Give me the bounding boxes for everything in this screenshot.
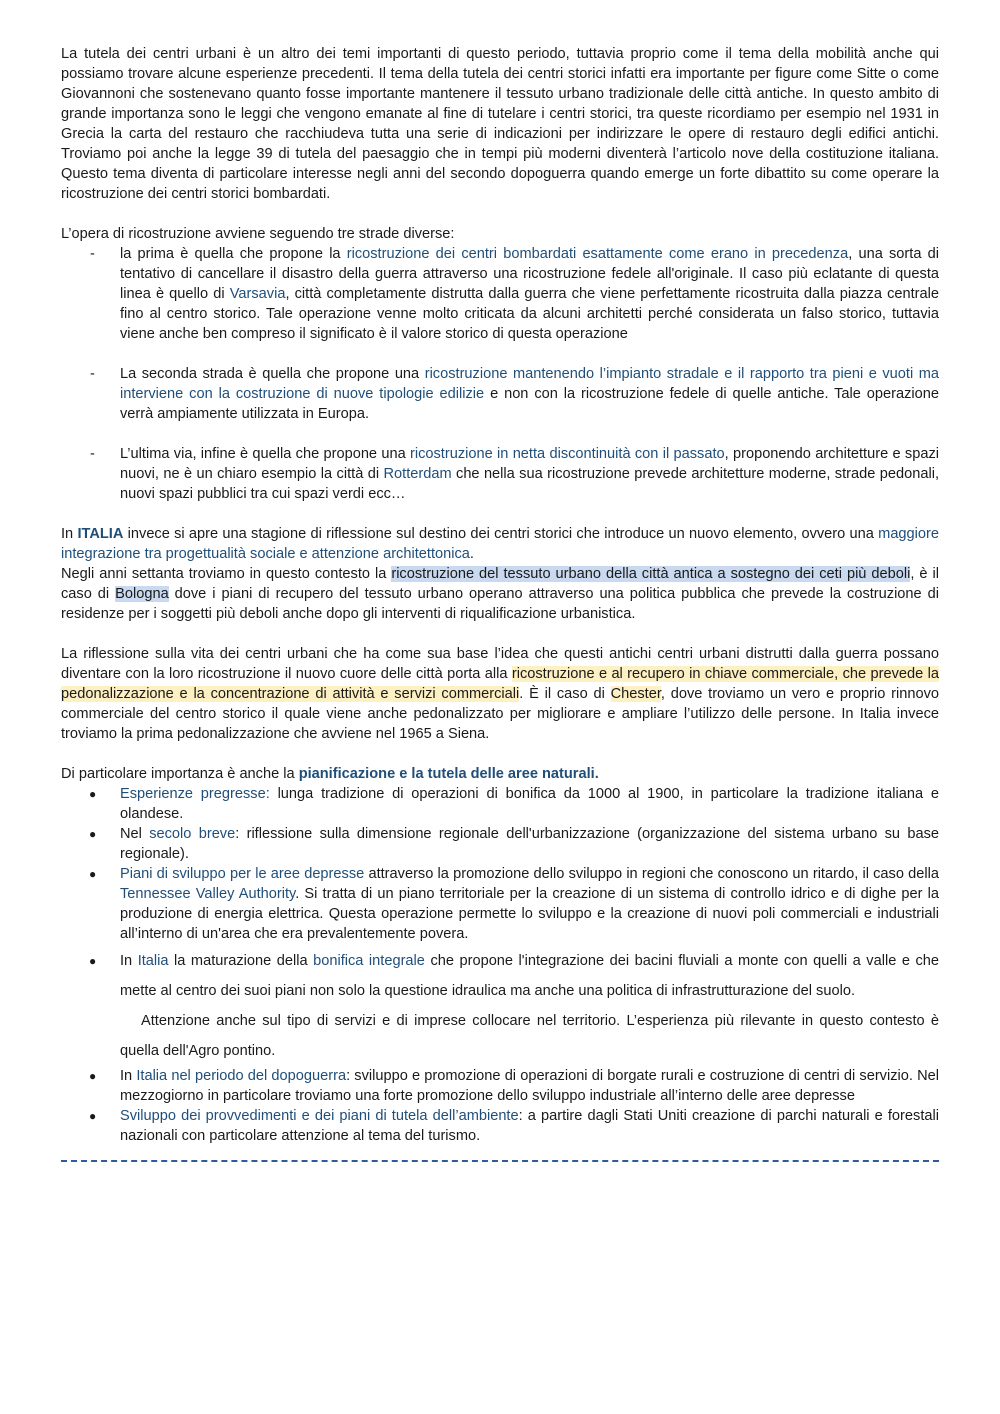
highlighted-text: Chester <box>610 686 661 702</box>
list-item: ● In Italia la maturazione della bonifica integrale che propone l'integrazione dei bacini fluviali a monte con quelli a valle e che mette al centro dei suoi piani non solo la questione idraulica ma anche una politica di infrastrutturazione del suolo. Attenzione anche sul tipo di servizi e di imprese collocare nel territorio. L’esperienza più rilevante in questo contesto è quella dell'Agro pontino. <box>61 946 939 1066</box>
term: Piani di sviluppo per le aree depresse <box>120 866 365 882</box>
paragraph-pianificazione: Di particolare importanza è anche la pianificazione e la tutela delle aree naturali. <box>61 766 599 782</box>
list-item: ● Esperienze pregresse: lunga tradizione di operazioni di bonifica da 1000 al 1900, in particolare la tradizione italiana e olandese. <box>89 786 939 822</box>
paragraph-ricostruzione-intro: L’opera di ricostruzione avviene seguendo tre strade diverse: <box>61 226 455 242</box>
bullet-marker: ● <box>89 1069 97 1083</box>
bullet-marker: ● <box>89 954 97 968</box>
term: maggiore integrazione tra progettualità sociale e attenzione architettonica <box>61 526 939 562</box>
dash-marker: - <box>90 366 95 382</box>
paragraph-bologna: Negli anni settanta troviamo in questo contesto la ricostruzione del tessuto urbano della città antica a sostegno dei ceti più deboli, è il caso di Bologna dove i piani di recupero del tessuto urbano operano attraverso una politica pubblica che prevede la costruzione di residenze per i soggetti più deboli anche dopo gli interventi di riqualificazione urbanistica. <box>61 566 940 622</box>
document-page <box>61 44 939 1162</box>
term: Italia nel periodo del dopoguerra <box>136 1068 347 1084</box>
list-item: - la prima è quella che propone la ricostruzione dei centri bombardati esattamente come erano in precedenza, una sorta di tentativo di cancellare il disastro della guerra attraverso una ricostruzione fedele all'originale. Il caso più eclatante di questa linea è quello di Varsavia, città completamente distrutta dalla guerra che viene perfettamente ricostruita dalla piazza centrale fino al centro storico. Tale operazione venne molto criticata da alcuni architetti perché considerata un falso storico, tuttavia viene anche ben compreso il significato è il valore storico di questa operazione <box>90 246 940 342</box>
highlighted-text: ricostruzione del tessuto urbano della città antica a sostegno dei ceti più deboli <box>391 566 911 582</box>
term: Esperienze pregresse: <box>120 786 270 802</box>
list-item: - L’ultima via, infine è quella che propone una ricostruzione in netta discontinuità con il passato, proponendo architetture e spazi nuovi, ne è un chiaro esempio la città di Rotterdam che nella sua ricostruzione prevede architetture moderne, strade pedonali, nuovi spazi pubblici tra cui spazi verdi ecc… <box>90 446 939 502</box>
list-item: - La seconda strada è quella che propone una ricostruzione mantenendo l’impianto stradale e il rapporto tra pieni e vuoti ma interviene con la costruzione di nuove tipologie edilizie e non con la ricostruzione fedele di quelle antiche. Tale operazione verrà ampiamente utilizzata in Europa. <box>90 366 940 422</box>
dashed-divider <box>61 1160 939 1162</box>
bullet-marker: ● <box>89 867 97 881</box>
term: Varsavia <box>229 286 286 302</box>
list-item-continuation: Attenzione anche sul tipo di servizi e di imprese collocare nel territorio. L’esperienza più rilevante in questo contesto è quella dell'Agro pontino. <box>120 1013 939 1059</box>
term: ITALIA <box>77 526 124 542</box>
bullet-marker: ● <box>89 1109 97 1123</box>
term: ricostruzione mantenendo l’impianto stradale e il rapporto tra pieni e vuoti ma interviene con la costruzione di nuove tipologie edilizie <box>120 366 939 402</box>
term: bonifica integrale <box>313 953 425 969</box>
highlighted-text: ricostruzione e al recupero in chiave commerciale, che prevede la pedonalizzazione e la concentrazione di attività e servizi commerciali <box>61 666 939 702</box>
paragraph-chester: La riflessione sulla vita dei centri urbani che ha come sua base l’idea che questi antichi centri urbani distrutti dalla guerra possano diventare con la loro ricostruzione il nuovo cuore delle città porta alla ricostruzione e al recupero in chiave commerciale, che prevede la pedonalizzazione e la concentrazione di attività e servizi commerciali. È il caso di Chester, dove troviamo un vero e proprio rinnovo commerciale del centro storico il quale viene anche pedonalizzato per migliorare e ampliare l’utilizzo delle persone. In Italia invece troviamo la prima pedonalizzazione che avviene nel 1965 a Siena. <box>61 646 939 742</box>
term: secolo breve <box>149 826 236 842</box>
bullet-marker: ● <box>89 787 97 801</box>
bullet-list <box>61 784 939 1146</box>
list-item: ● Sviluppo dei provvedimenti e dei piani di tutela dell’ambiente: a partire dagli Stati Uniti creazione di parchi naturali e forestali nazionali con particolare attenzione al tema del turismo. <box>89 1108 939 1144</box>
list-item: ● Piani di sviluppo per le aree depresse attraverso la promozione dello sviluppo in regioni che conoscono un ritardo, il caso della Tennessee Valley Authority. Si tratta di un piano territoriale per la creazione di un sistema di controllo idrico e di dighe per la produzione di energia elettrica. Questa operazione permette lo sviluppo e la creazione di nuovi poli commerciali e industriali all’interno di un'area che era prevalentemente povera. <box>89 866 939 942</box>
paragraph-intro: La tutela dei centri urbani è un altro dei temi importanti di questo periodo, tuttavia proprio come il tema della mobilità anche qui possiamo trovare alcune esperienze precedenti. Il tema della tutela dei centri storici infatti era importante per figure come Sitte o come Giovannoni che sostenevano quanto fosse importante mantenere il tessuto urbano tradizionale delle città antiche. In questo ambito di grande importanza sono le leggi che vengono emanate al fine di tutelare i centri storici, tra queste ricordiamo per esempio nel 1931 in Grecia la carta del restauro che racchiudeva tutta una serie di indicazioni per indirizzare le opere di restauro degli edifici antichi. Troviamo poi anche la legge 39 di tutela del paesaggio che in tempi più moderni diventerà l’articolo nove della costituzione italiana. Questo tema diventa di particolare interesse negli anni del secondo dopoguerra quando emerge un forte dibattito su come operare la ricostruzione dei centri storici bombardati. <box>61 46 939 202</box>
term: Italia <box>137 953 169 969</box>
list-item: ● In Italia nel periodo del dopoguerra: sviluppo e promozione di operazioni di borgate rurali e costruzione di centri di servizio. Nel mezzogiorno in particolare troviamo una forte promozione dello sviluppo industriale all’interno delle aree depresse <box>89 1068 939 1104</box>
term: Sviluppo dei provvedimenti e dei piani di tutela dell’ambiente <box>120 1108 519 1124</box>
bullet-marker: ● <box>89 827 97 841</box>
term: ricostruzione dei centri bombardati esattamente come erano in precedenza <box>346 246 849 262</box>
paragraph-italia: In ITALIA invece si apre una stagione di riflessione sul destino dei centri storici che introduce un nuovo elemento, ovvero una maggiore integrazione tra progettualità sociale e attenzione architettonica. <box>61 526 939 562</box>
dash-list <box>61 244 939 504</box>
dash-marker: - <box>90 446 95 462</box>
term: Rotterdam <box>383 466 452 482</box>
term: Tennessee Valley Authority <box>120 886 296 902</box>
list-item: ● Nel secolo breve: riflessione sulla dimensione regionale dell'urbanizzazione (organizzazione del sistema urbano su base regionale). <box>89 826 940 862</box>
term: pianificazione e la tutela delle aree naturali. <box>298 766 599 782</box>
highlighted-text: Bologna <box>115 586 169 602</box>
term: ricostruzione in netta discontinuità con il passato <box>410 446 725 462</box>
dash-marker: - <box>90 246 95 262</box>
